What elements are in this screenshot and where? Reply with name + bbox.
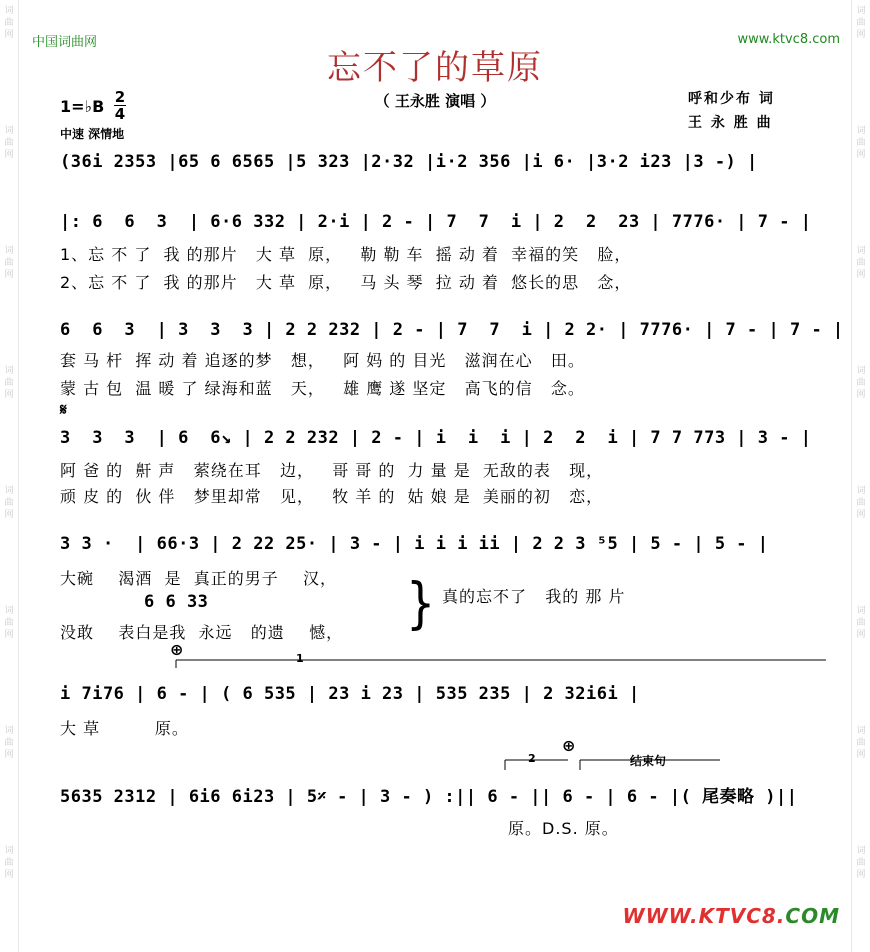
side-glyph: 曲 xyxy=(4,498,14,508)
side-glyph: 网 xyxy=(856,750,866,760)
side-glyph: 网 xyxy=(4,870,14,880)
side-glyph: 网 xyxy=(4,510,14,520)
side-glyph: 网 xyxy=(856,510,866,520)
side-glyph: 词 xyxy=(856,366,866,376)
side-glyph: 曲 xyxy=(4,618,14,628)
side-glyph: 词 xyxy=(4,846,14,856)
side-glyph: 曲 xyxy=(4,378,14,388)
side-glyph: 曲 xyxy=(856,138,866,148)
key-signature: 1=♭B xyxy=(60,97,105,116)
side-glyph: 词 xyxy=(4,6,14,16)
lyric-ending-1: 大 草 原。 xyxy=(60,719,189,738)
side-glyph: 词 xyxy=(4,486,14,496)
notation-line-outro-b: 5635 2312 | 6i6 6i23 | 5𝄎 - | 3 - ) :|| 6 - || 6 - | 6 - |( 尾奏略 )|| xyxy=(60,787,798,807)
lyricist-credit: 呼和少布 词 xyxy=(688,91,775,107)
notation-line-outro-a: i 7i76 | 6 - | ( 6 535 | 23 i 23 | 535 235 | 2 32i6i | xyxy=(60,684,640,704)
lyric-verse2-c: 顽 皮 的 伙 伴 梦里却常 见， 牧 羊 的 姑 娘 是 美丽的初 恋， xyxy=(60,487,604,506)
side-glyph: 曲 xyxy=(4,858,14,868)
side-glyph: 网 xyxy=(4,30,14,40)
side-glyph: 网 xyxy=(856,630,866,640)
side-glyph: 网 xyxy=(856,30,866,40)
side-glyph: 曲 xyxy=(856,378,866,388)
side-glyph: 词 xyxy=(856,726,866,736)
side-glyph: 曲 xyxy=(856,858,866,868)
side-glyph: 词 xyxy=(856,246,866,256)
composer-credit: 王 永 胜 曲 xyxy=(688,115,773,131)
coda-sign: ⊕ xyxy=(170,640,184,659)
side-glyph: 网 xyxy=(4,390,14,400)
side-glyph: 曲 xyxy=(4,18,14,28)
volta-2: 2 xyxy=(528,752,536,765)
lyric-verse1-d: 大碗 渴酒 是 真正的男子 汉， xyxy=(60,569,338,588)
side-glyph: 词 xyxy=(4,126,14,136)
side-glyph: 曲 xyxy=(4,738,14,748)
notation-line-chorus-b: 3 3 · | 66·3 | 2 22 25· | 3 - | i i i ii | 2 2 3 ⁵5 | 5 - | 5 - | xyxy=(60,534,769,554)
coda-sign-2: ⊕ xyxy=(562,736,576,755)
side-glyph: 网 xyxy=(856,150,866,160)
lyric-ending-2: 原。D.S. 原。 xyxy=(508,819,619,838)
side-glyph: 网 xyxy=(856,390,866,400)
time-top: 2 xyxy=(114,88,126,106)
lyric-verse2-b: 蒙 古 包 温 暖 了 绿海和蓝 天， 雄 鹰 遂 坚定 高飞的信 念。 xyxy=(60,379,585,398)
song-title: 忘不了的草原 xyxy=(327,48,543,88)
side-glyph: 词 xyxy=(4,726,14,736)
time-bottom: 4 xyxy=(114,105,126,123)
side-glyph: 曲 xyxy=(856,738,866,748)
singer-credit: （ 王永胜 演唱 ） xyxy=(374,92,496,110)
notation-line-verse-a: |: 6 6 3 | 6·6 332 | 2·i | 2 - | 7 7 i | 2 2 23 | 7776· | 7 - | xyxy=(60,212,812,232)
side-glyph: 网 xyxy=(856,270,866,280)
side-glyph: 曲 xyxy=(856,618,866,628)
lyric-verse2-a: 2、忘 不 了 我 的那片 大 草 原， 马 头 琴 拉 动 着 悠长的思 念， xyxy=(60,273,632,292)
notation-line-verse-b: 6 6 3 | 3 3 3 | 2 2 232 | 2 - | 7 7 i | 2 2· | 7776· | 7 - | 7 - | xyxy=(60,320,844,340)
side-glyph: 曲 xyxy=(856,18,866,28)
site-watermark xyxy=(623,904,840,928)
lyric-refrain: 真的忘不了 我的 那 片 xyxy=(442,587,626,606)
notation-line-intro: (36i 2353 |65 6 6565 |5 323 |2·32 |i·2 356 |i 6· |3·2 i23 |3 -) | xyxy=(60,152,758,172)
tempo-marking: 中速 深情地 xyxy=(60,127,125,141)
side-glyph: 网 xyxy=(4,150,14,160)
side-glyph: 词 xyxy=(4,246,14,256)
side-glyph: 词 xyxy=(856,486,866,496)
side-glyph: 词 xyxy=(4,366,14,376)
side-glyph: 网 xyxy=(4,270,14,280)
side-glyph: 曲 xyxy=(856,258,866,268)
side-glyph: 词 xyxy=(856,126,866,136)
side-glyph: 词 xyxy=(856,6,866,16)
side-glyph: 词 xyxy=(4,606,14,616)
notation-line-chorus-a: 3 3 3 | 6 6↘ | 2 2 232 | 2 - | i i i | 2 2 i | 7 7 773 | 3 - | xyxy=(60,428,812,448)
watermark-tail: COM xyxy=(785,904,840,928)
notation-variant: 6 6 33 xyxy=(144,592,209,612)
brace-symbol: } xyxy=(406,570,436,636)
segno-sign: 𝄋 xyxy=(60,400,67,419)
lyric-verse1-b: 套 马 杆 挥 动 着 追逐的梦 想， 阿 妈 的 目光 滋润在心 田。 xyxy=(60,351,585,370)
site-name-left: 中国词曲网 xyxy=(32,35,98,50)
volta-1: 1 xyxy=(296,652,304,665)
side-glyph: 词 xyxy=(856,846,866,856)
side-glyph: 词 xyxy=(856,606,866,616)
side-glyph: 曲 xyxy=(4,138,14,148)
lyric-verse2-d: 没敢 表白是我 永远 的遗 憾， xyxy=(60,623,344,642)
ending-label: 结束句 xyxy=(630,754,667,768)
watermark-main: WWW.KTVC8. xyxy=(622,904,786,928)
lyric-verse1-c: 阿 爸 的 鼾 声 萦绕在耳 边， 哥 哥 的 力 量 是 无敌的表 现， xyxy=(60,461,604,480)
side-glyph: 曲 xyxy=(856,498,866,508)
side-glyph: 网 xyxy=(856,870,866,880)
site-url-right: www.ktvc8.com xyxy=(737,32,840,47)
side-glyph: 网 xyxy=(4,630,14,640)
lyric-verse1-a: 1、忘 不 了 我 的那片 大 草 原， 勒 勒 车 摇 动 着 幸福的笑 脸， xyxy=(60,245,632,264)
side-glyph: 曲 xyxy=(4,258,14,268)
side-glyph: 网 xyxy=(4,750,14,760)
